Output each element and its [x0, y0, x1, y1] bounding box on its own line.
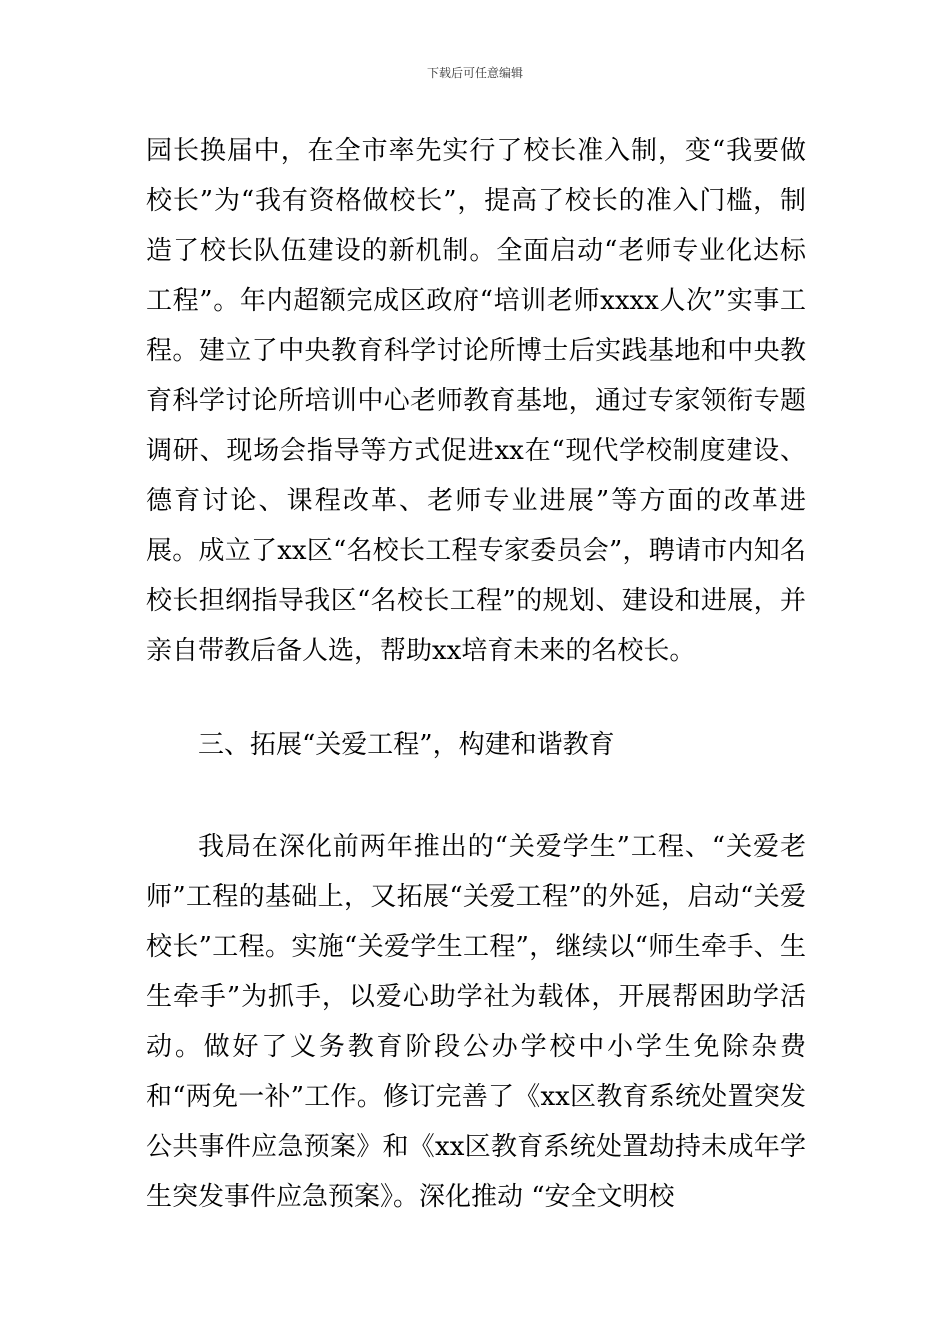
section-paragraph: 我局在深化前两年推出的“关爱学生”工程、“关爱老师”工程的基础上，又拓展“关爱工程”的外延，启动“关爱校长”工程。实施“关爱学生工程”，继续以“师生牵手、生生牵手”为抓手，以爱心助学社为载体，开展帮困助学活动。做好了义务教育阶段公办学校中小学生免除杂费和“两免一补”工作。修订完善了《xx区教育系统处置突发公共事件应急预案》和《xx区教育系统处置劫持未成年学生突发事件应急预案》。深化推动 “安全文明校	[146, 832, 806, 1212]
page-header-note: 下载后可任意编辑	[426, 66, 523, 80]
body-block-continuation	[146, 126, 806, 676]
section-heading: 三、拓展“关爱工程”，构建和谐教育	[198, 730, 615, 760]
continuation-paragraph: 园长换届中，在全市率先实行了校长准入制，变“我要做校长”为“我有资格做校长”，提高了校长的准入门槛，制造了校长队伍建设的新机制。全面启动“老师专业化达标工程”。年内超额完成区政府“培训老师xxxx人次”实事工程。建立了中央教育科学讨论所博士后实践基地和中央教育科学讨论所培训中心老师教育基地，通过专家领衔专题调研、现场会指导等方式促进xx在“现代学校制度建设、德育讨论、课程改革、老师专业进展”等方面的改革进展。成立了xx区“名校长工程专家委员会”，聘请市内知名校长担纲指导我区“名校长工程”的规划、建设和进展，并亲自带教后备人选，帮助xx培育未来的名校长。	[146, 136, 806, 666]
body-block-section	[146, 822, 806, 1222]
body-block-heading	[146, 720, 806, 770]
